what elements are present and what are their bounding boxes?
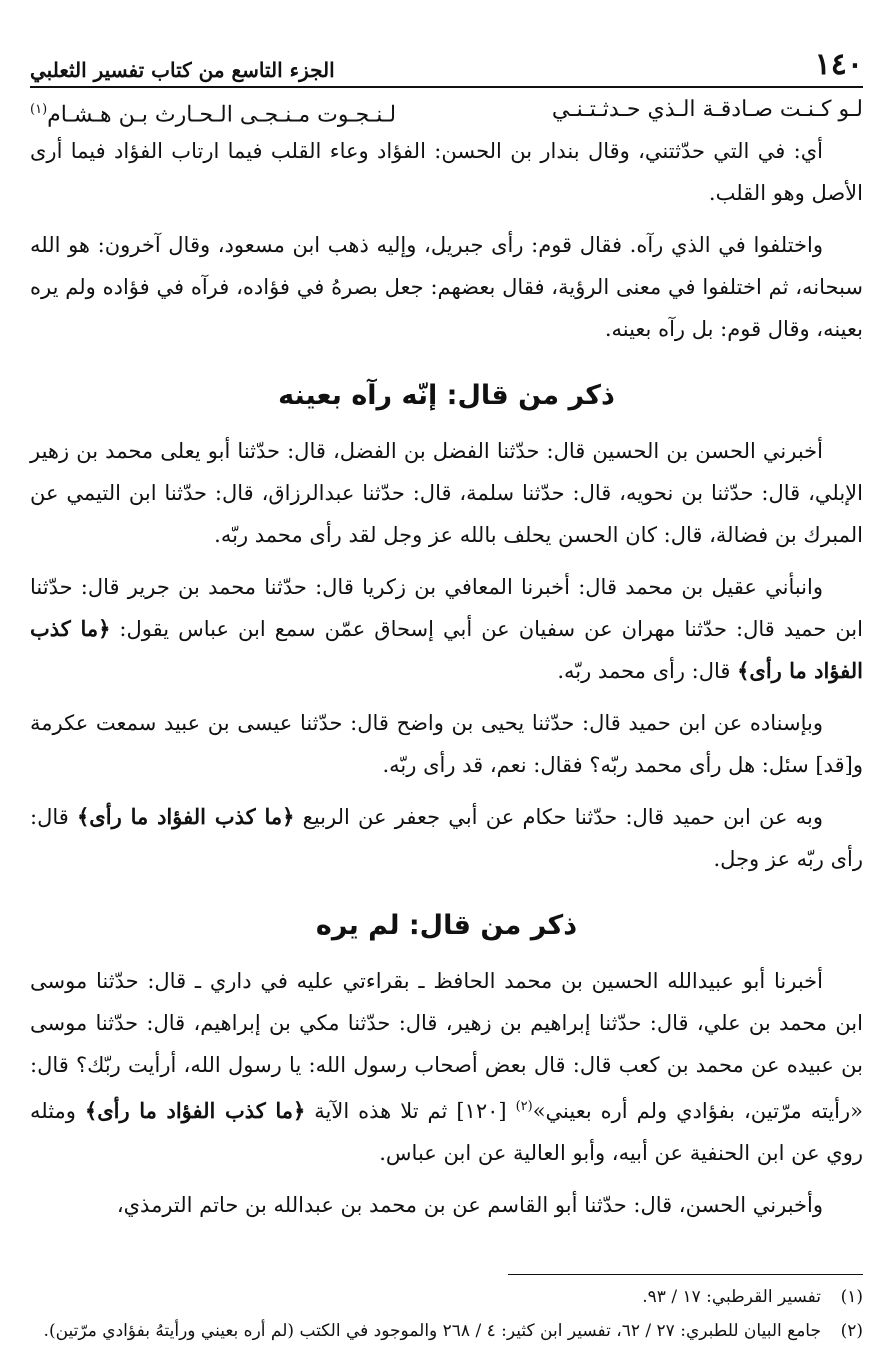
paragraph: أخبرني الحسن بن الحسين قال: حدّثنا الفضل بن الفضل، قال: حدّثنا أبو يعلى محمد بن زهير الإبلي، قال: حدّثنا بن نحويه، قال: حدّثنا سلمة، قال: حدّثنا عبدالرزاق، قال: حدّثنا ابن التيمي عن المبرك بن فضالة، قال: كان الحسن يحلف بالله عز وجل لقد رأى محمد ربّه.: [30, 439, 863, 547]
footnote-number: (٢): [840, 1321, 863, 1341]
paragraph: وانبأني عقيل بن محمد قال: أخبرنا المعافي بن زكريا قال: حدّثنا محمد بن جرير قال: حدّثنا ابن حميد قال: حدّثنا مهران عن سفيان عن أبي إسحاق عمّن سمع ابن عباس يقول: ﴿ما كذب الفؤاد ما رأى﴾ قال: رأى محمد ربّه.: [30, 575, 863, 683]
footnotes: [30, 1283, 863, 1345]
paragraph: وبإسناده عن ابن حميد قال: حدّثنا يحيى بن واضح قال: حدّثنا عيسى بن عبيد سمعت عكرمة و[قد] سئل: هل رأى محمد ربّه؟ فقال: نعم، قد رأى ربّه.: [30, 711, 863, 777]
footnote: [30, 1317, 863, 1345]
paragraph: واختلفوا في الذي رآه. فقال قوم: رأى جبريل، وإليه ذهب ابن مسعود، وقال آخرون: هو الله سبحانه، ثم اختلفوا في معنى الرؤية، فقال بعضهم: جعل بصرهُ في فؤاده، فرآه في فؤاده ولم يره بعينه، وقال قوم: بل رآه بعينه.: [30, 233, 863, 341]
footnote-ref: (٢): [515, 1099, 533, 1114]
footnote-rule: [508, 1274, 863, 1275]
quran-quote: ﴿ما كذب الفؤاد ما رأى﴾: [77, 804, 295, 829]
footnote-text: تفسير القرطبي: ١٧ / ٩٣.: [642, 1287, 821, 1307]
poetry-verse: [30, 90, 863, 130]
paragraph: أي: في التي حدّثتني، وقال بندار بن الحسن: الفؤاد وعاء القلب فيما ارتاب الفؤاد فيما أرى الأصل وهو القلب.: [30, 139, 863, 205]
quran-quote: ﴿ما كذب الفؤاد ما رأى﴾: [30, 616, 863, 683]
header-rule: [30, 86, 863, 88]
page-number: ١٤٠: [814, 47, 863, 82]
verse-first-hemistich: لـو كـنـت صـادقـة الـذي حـدثـتـنـي: [551, 97, 863, 122]
book-title: الجزء التاسع من كتاب تفسير الثعلبي: [30, 58, 335, 82]
running-header: [30, 40, 863, 84]
section-heading: ذكر من قال: لم يره: [315, 910, 578, 941]
verse-second-hemistich: لـنـجـوت مـنـجـى الـحـارث بـن هـشـام$^{(١)}$: [30, 102, 397, 128]
footnote: [30, 1283, 863, 1311]
footnote-text: جامع البيان للطبري: ٢٧ / ٦٢، تفسير ابن كثير: ٤ / ٢٦٨ والموجود في الكتب (لم أره بعيني ورأيتهُ بفؤادي مرّتين).: [43, 1321, 821, 1341]
quran-quote: ﴿ما كذب الفؤاد ما رأى﴾: [84, 1098, 306, 1123]
footnote-number: (١): [840, 1287, 863, 1307]
paragraph: وبه عن ابن حميد قال: حدّثنا حكام عن أبي جعفر عن الربيع ﴿ما كذب الفؤاد ما رأى﴾ قال: رأى ربّه عز وجل.: [30, 804, 863, 871]
paragraph: وأخبرني الحسن، قال: حدّثنا أبو القاسم عن بن محمد بن عبدالله بن حاتم الترمذي،: [116, 1193, 823, 1217]
paragraph: أخبرنا أبو عبيدالله الحسين بن محمد الحافظ ـ بقراءتي عليه في داري ـ قال: حدّثنا موسى ابن محمد بن علي، قال: حدّثنا إبراهيم بن زهير، قال: حدّثنا مكي بن إبراهيم، قال: حدّثنا موسى بن عبيده عن محمد بن كعب قال: قال بعض أصحاب رسول الله: يا رسول الله، أرأيت ربّك؟ قال: «رأيته مرّتين، بفؤادي ولم أره بعيني»$^{(٢)}$ [١٢٠] ثم تلا هذه الآية ﴿ما كذب الفؤاد ما رأى﴾ ومثله روي عن ابن الحنفية عن أبيه، وأبو العالية عن ابن عباس.: [30, 969, 864, 1165]
footnote-ref: (١): [30, 102, 48, 117]
section-heading: ذكر من قال: إنّه رآه بعينه: [278, 380, 615, 411]
